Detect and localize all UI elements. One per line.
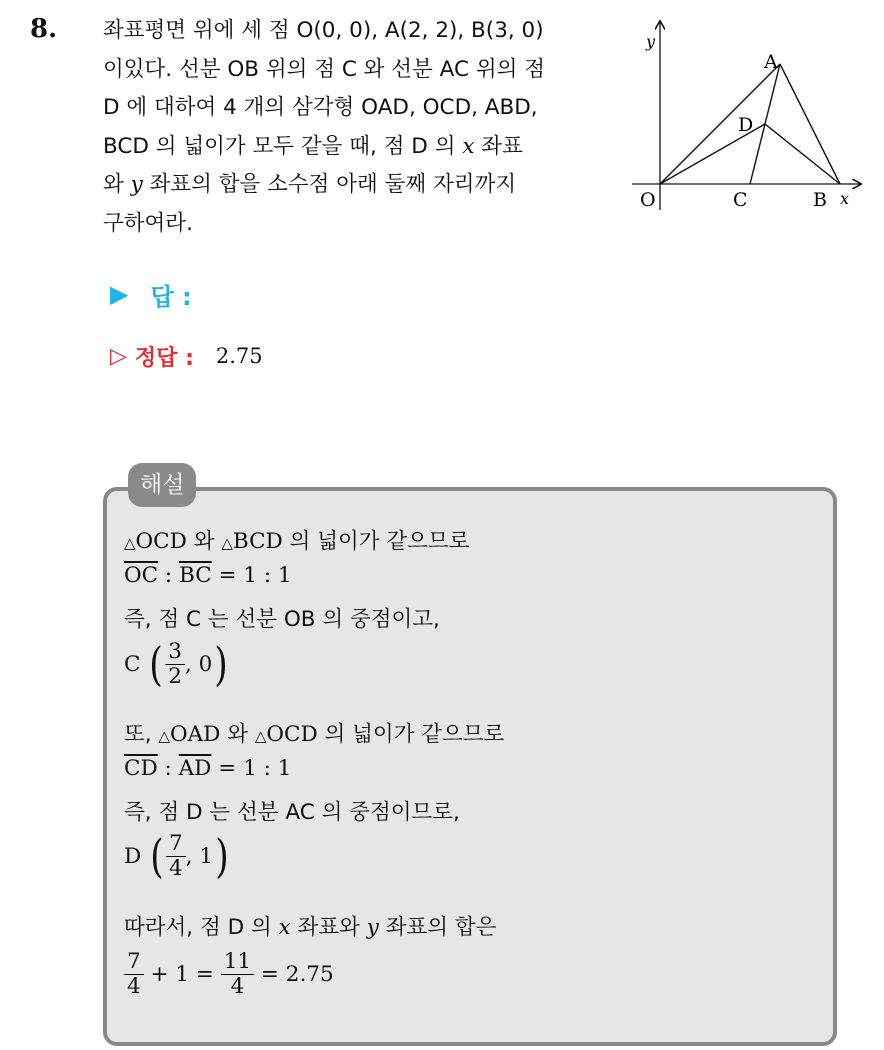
- solution-line-8: D ( $\frac{7}{4}$ , 1 ): [124, 829, 229, 884]
- key-marker-icon: ▷: [110, 343, 127, 369]
- question-number: 8.: [30, 14, 58, 44]
- answer-row: [110, 274, 192, 314]
- question-line: BCD 의 넓이가 모두 같을 때, 점 D 의 x 좌표: [103, 133, 523, 159]
- label-y: y: [646, 32, 656, 51]
- label-x: x: [840, 189, 850, 208]
- solution-line-10: $\frac{7}{4}$ + 1 = $\frac{11}{4}$ = 2.75: [124, 950, 334, 998]
- segment-db: [765, 124, 840, 184]
- question-text: [103, 12, 623, 243]
- segment-oa: [660, 64, 780, 184]
- solution-line-2: $\overline{OC}$ : $\overline{BC} = 1$ : 1: [124, 563, 292, 588]
- label-d: D: [738, 114, 754, 136]
- question-line: 이있다. 선분 OB 위의 점 C 와 선분 AC 위의 점: [103, 56, 545, 82]
- question-line: D 에 대하여 4 개의 삼각형 OAD, OCD, ABD,: [103, 95, 538, 120]
- question-line: 와 y 좌표의 합을 소수점 아래 둘째 자리까지: [103, 172, 517, 197]
- question-line: 좌표평면 위에 세 점 O(0, 0), A(2, 2), B(3, 0): [103, 18, 544, 43]
- solution-line-5: 또, △OAD 와 △OCD 의 넓이가 같으므로: [124, 722, 505, 747]
- question-line: 구하여라.: [103, 210, 193, 236]
- label-c: C: [733, 189, 748, 211]
- answer-marker-icon: ▶: [110, 280, 129, 308]
- key-row: [110, 336, 263, 376]
- solution-line-4: C ( $\frac{3}{2}$ , 0 ): [124, 637, 229, 692]
- key-label: 정답 :: [134, 345, 194, 371]
- label-b: B: [813, 189, 827, 211]
- solution-line-9: 따라서, 점 D 의 x 좌표와 y 좌표의 합은: [124, 915, 497, 940]
- label-o: O: [640, 189, 656, 211]
- solution-tag: 해설: [128, 463, 196, 507]
- coordinate-diagram: [630, 20, 870, 220]
- solution-line-1: △OCD 와 △BCD 의 넓이가 같으므로: [124, 529, 470, 554]
- solution-line-7: 즉, 점 D 는 선분 AC 의 중점이므로,: [124, 800, 460, 825]
- label-a: A: [764, 51, 778, 73]
- answer-label: 답 :: [150, 282, 192, 311]
- segment-ab: [780, 64, 840, 184]
- solution-line-3: 즉, 점 C 는 선분 OB 의 중점이고,: [124, 607, 440, 632]
- key-value: 2.75: [215, 344, 263, 368]
- solution-line-6: $\overline{CD}$ : $\overline{AD} = 1$ : 1: [124, 756, 292, 781]
